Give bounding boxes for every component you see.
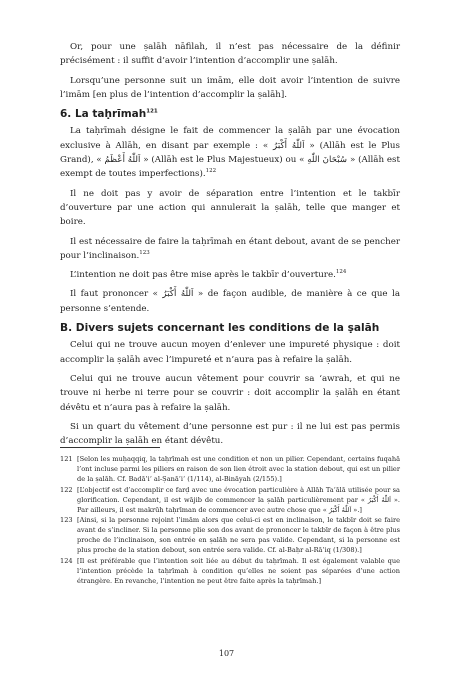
footnote-ref[interactable]: 121 xyxy=(146,108,158,115)
paragraph: Celui qui ne trouve aucun moyen d’enlever une impureté physique : doit accomplir la ṣalāh avec l’impureté et n’aura pas à refaire la ṣalāh. xyxy=(60,340,400,365)
footnote-number: 124 xyxy=(60,557,73,566)
main-text xyxy=(60,40,400,453)
footnote-text: [Ainsi, si la personne rejoint l’imām alors que celui-ci est en inclinaison, le takbīr doit se faire avant de s’incliner. Si la personne plie son dos avant de prononcer le takbīr de façon à être plus proche de l’inclinaison, son entrée en ṣalāh ne sera pas valide. Cependant, si la personne est plus proche de la station debout, son entrée sera valide. Cf. al-Baḥr al-Rā’iq (1/308).] xyxy=(77,516,400,555)
footnote-text: [L’objectif est d’accomplir ce farḍ avec une évocation particulière à Allāh Ta‘ālā utilisée pour sa glorification. Cependant, il est wājib de commencer la ṣalāh particulièrement par « اَللّٰهُ أَكْبَرُ ». Par ailleurs, il est makrūh taḥrīman de commencer avec autre chose que « اَللّٰهُ أَكْبَرُ ».] xyxy=(77,485,400,514)
footnote-number: 122 xyxy=(60,485,73,494)
footnote-number: 121 xyxy=(60,455,73,463)
paragraph: Si un quart du vêtement d’une personne est pur : il ne lui est pas permis d’accomplir la ṣalāh en étant dévêtu. xyxy=(60,421,400,447)
footnote-text: [Selon les muḥaqqiq, la taḥrīmah est une condition et non un pilier. Cependant, certains fuqahā l’ont incluse parmi les piliers en raison de son lien étroit avec la station debout, qui est un pilier de la ṣalāh. Cf. Badā’i‘ al-Ṣanā’i‘ (1/114), al-Bināyah (2/155).] xyxy=(77,455,400,483)
footnote xyxy=(60,486,400,516)
footnotes xyxy=(60,455,400,588)
footnote-divider xyxy=(60,447,160,448)
paragraph: Il est nécessaire de faire la taḥrīmah en étant debout, avant de se pencher pour l’inclinaison.$^{123}$ xyxy=(60,236,400,261)
page-number: 107 xyxy=(218,649,235,658)
section-heading-b: B. Divers sujets concernant les conditions de la ṣalāh xyxy=(60,322,380,335)
paragraph: L’intention ne doit pas être mise après le takbīr d’ouverture.$^{124}$ xyxy=(70,269,347,281)
footnote xyxy=(60,557,400,587)
paragraph: Il faut prononcer « اَللّٰهُ أَكْبَرُ » de façon audible, de manière à ce que la personne s’entende. xyxy=(60,289,400,314)
footnote-text: [Il est préférable que l’intention soit liée au début du taḥrīmah. Il est également valable que l’intention précède la taḥrīmah à condition qu’elles ne soient pas séparées d’une action étrangère. En revanche, l’intention ne peut être faite après la taḥrīmah.] xyxy=(77,557,400,585)
paragraph: Celui qui ne trouve aucun vêtement pour couvrir sa ‘awrah, et qui ne trouve ni herbe ni terre pour se couvrir : doit accomplir la ṣalāh en étant dévêtu et n’aura pas à refaire la ṣalāh. xyxy=(60,373,400,413)
footnote-number: 123 xyxy=(60,516,73,525)
paragraph: Il ne doit pas y avoir de séparation entre l’intention et le takbīr d’ouverture par une action qui annulerait la ṣalāh, telle que manger et boire. xyxy=(60,188,400,228)
footnote xyxy=(60,455,400,485)
paragraph: Or, pour une ṣalāh nāfilah, il n’est pas nécessaire de la définir précisément : il suffit d’avoir l’intention d’accomplir une ṣalāh. xyxy=(60,42,400,67)
footnote xyxy=(60,516,400,556)
footnote-ref[interactable]: 122 xyxy=(205,168,217,175)
paragraph: Lorsqu’une personne suit un imām, elle doit avoir l’intention de suivre l’imām [en plus de l’intention d’accomplir la ṣalāh]. xyxy=(60,75,400,100)
paragraph: La taḥrīmah désigne le fait de commencer la ṣalāh par une évocation exclusive à Allāh, en disant par exemple : « اَللّٰهُ أَكْبَرُ » (Allāh est le Plus Grand), « اَللّٰهُ أَعْظَمُ » (Allāh est le Plus Majestueux) ou « سُبْحَانَ اللّٰهِ » (Allāh est exempt de toutes imperfections).$^{122}$ xyxy=(60,126,400,180)
footnote-ref[interactable]: 123 xyxy=(139,249,150,256)
footnote-ref[interactable]: 124 xyxy=(335,269,347,276)
section-heading-tahrimah: 6. La taḥrīmah$^{121}$ xyxy=(60,108,158,121)
